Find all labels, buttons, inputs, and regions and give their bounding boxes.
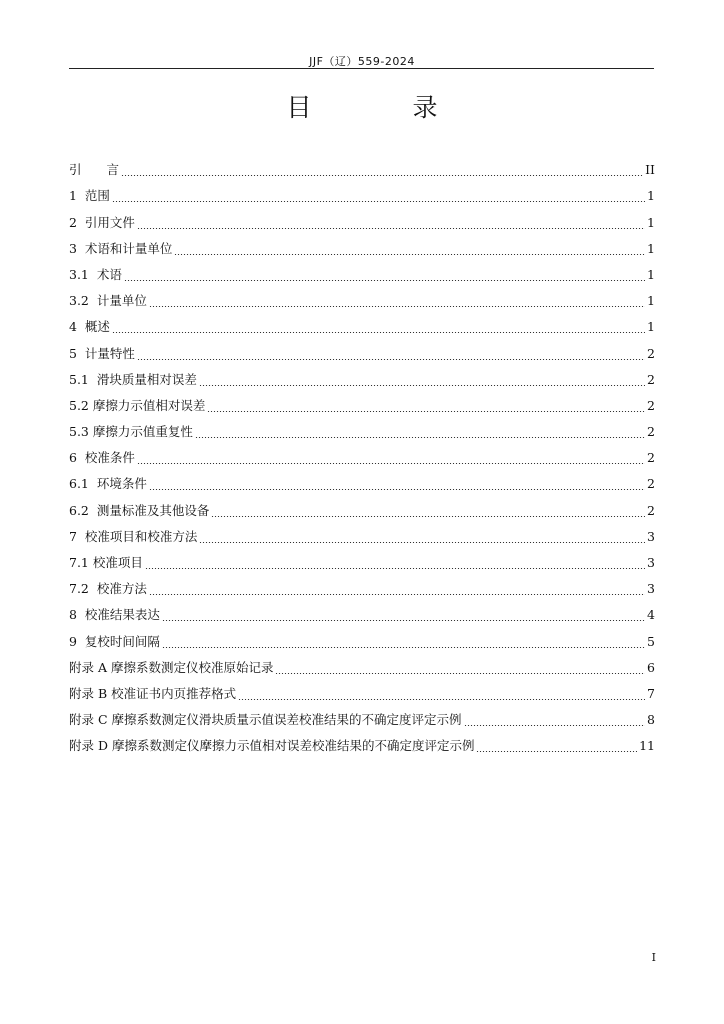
toc-entry-page: 2 [647, 476, 655, 492]
toc-entry[interactable] [69, 576, 655, 602]
toc-entry[interactable] [69, 524, 655, 550]
toc-entry-page: 2 [647, 424, 655, 440]
table-of-contents [69, 157, 655, 759]
toc-entry[interactable] [69, 236, 655, 262]
toc-entry-page: 2 [647, 450, 655, 466]
dot-leader [162, 620, 645, 621]
page-number: I [651, 951, 656, 964]
toc-entry[interactable] [69, 157, 655, 183]
toc-entry-page: II [645, 162, 655, 178]
dot-leader [112, 332, 645, 333]
dot-leader [121, 175, 643, 176]
dot-leader [174, 254, 645, 255]
toc-entry-label: 引 言 [69, 162, 120, 178]
dot-leader [195, 437, 645, 438]
dot-leader [137, 463, 645, 464]
toc-entry-page: 3 [647, 581, 655, 597]
dot-leader [207, 411, 645, 412]
toc-entry-label: 附录 D 摩擦系数测定仪摩擦力示值相对误差校准结果的不确定度评定示例 [69, 738, 475, 754]
toc-entry-page: 3 [647, 555, 655, 570]
header-rule [69, 68, 654, 69]
toc-entry[interactable] [69, 707, 655, 733]
toc-entry[interactable] [69, 628, 655, 654]
toc-entry[interactable] [69, 445, 655, 471]
dot-leader [199, 385, 645, 386]
dot-leader [199, 542, 645, 543]
toc-entry-page: 6 [647, 659, 655, 675]
toc-entry-label: 8 校准结果表达 [69, 607, 160, 623]
toc-entry[interactable] [69, 340, 655, 366]
page-title: 目 录 [286, 93, 476, 122]
toc-entry-page: 8 [647, 712, 655, 728]
dot-leader [476, 751, 637, 752]
toc-entry[interactable] [69, 602, 655, 628]
toc-entry-page: 2 [647, 345, 655, 361]
toc-entry-label: 3.1 术语 [69, 266, 122, 282]
toc-entry-page: 11 [639, 738, 655, 754]
toc-entry-page: 1 [647, 240, 655, 256]
toc-entry-page: 4 [647, 607, 655, 623]
toc-entry-label: 5.1 滑块质量相对误差 [69, 371, 197, 387]
toc-entry-page: 1 [647, 319, 655, 335]
toc-entry-page: 2 [647, 502, 655, 518]
toc-entry[interactable] [69, 288, 655, 314]
toc-entry[interactable] [69, 681, 655, 707]
dot-leader [162, 647, 645, 648]
toc-entry-page: 1 [647, 266, 655, 282]
toc-entry-page: 2 [647, 371, 655, 387]
toc-entry[interactable] [69, 497, 655, 523]
dot-leader [149, 594, 645, 595]
dot-leader [149, 306, 645, 307]
toc-entry-label: 2 引用文件 [69, 214, 135, 230]
toc-entry[interactable] [69, 655, 655, 681]
toc-entry[interactable] [69, 314, 655, 340]
toc-entry[interactable] [69, 262, 655, 288]
toc-entry-label: 7.2 校准方法 [69, 581, 147, 597]
toc-entry-label: 3 术语和计量单位 [69, 240, 173, 256]
header-text: JJF（辽）559-2024 [309, 55, 415, 68]
toc-entry[interactable] [69, 550, 655, 576]
toc-entry-label: 5.3 摩擦力示值重复性 [69, 424, 193, 440]
toc-entry-label: 9 复校时间间隔 [69, 633, 160, 649]
toc-entry-label: 5.2 摩擦力示值相对误差 [69, 397, 206, 413]
dot-leader [275, 673, 645, 674]
toc-entry-label: 1 范围 [69, 188, 110, 204]
toc-entry-label: 附录 C 摩擦系数测定仪滑块质量示值误差校准结果的不确定度评定示例 [69, 712, 462, 728]
toc-entry-label: 附录 B 校准证书内页推荐格式 [69, 685, 237, 701]
toc-entry[interactable] [69, 393, 655, 419]
toc-entry-label: 6 校准条件 [69, 450, 135, 466]
toc-entry-label: 7 校准项目和校准方法 [69, 528, 198, 544]
toc-entry-label: 附录 A 摩擦系数测定仪校准原始记录 [69, 659, 274, 675]
dot-leader [145, 568, 645, 569]
dot-leader [137, 359, 645, 360]
toc-entry-label: 4 概述 [69, 319, 110, 335]
toc-entry-label: 6.2 测量标准及其他设备 [69, 502, 210, 518]
toc-entry-label: 7.1 校准项目 [69, 555, 143, 570]
toc-entry[interactable] [69, 419, 655, 445]
toc-entry-page: 7 [647, 685, 655, 701]
toc-entry-page: 1 [647, 293, 655, 309]
toc-entry[interactable] [69, 367, 655, 393]
toc-entry-label: 3.2 计量单位 [69, 293, 147, 309]
dot-leader [112, 201, 645, 202]
toc-entry-page: 3 [647, 528, 655, 544]
toc-entry-label: 5 计量特性 [69, 345, 135, 361]
toc-entry-label: 6.1 环境条件 [69, 476, 147, 492]
dot-leader [137, 228, 645, 229]
dot-leader [464, 725, 646, 726]
toc-entry[interactable] [69, 209, 655, 235]
toc-entry[interactable] [69, 471, 655, 497]
toc-entry[interactable] [69, 183, 655, 209]
toc-entry-page: 5 [647, 633, 655, 649]
dot-leader [149, 489, 645, 490]
toc-entry-page: 2 [647, 397, 655, 413]
toc-entry-page: 1 [647, 188, 655, 204]
dot-leader [124, 280, 645, 281]
dot-leader [238, 699, 645, 700]
toc-entry-page: 1 [647, 214, 655, 230]
toc-entry[interactable] [69, 733, 655, 759]
dot-leader [211, 516, 645, 517]
